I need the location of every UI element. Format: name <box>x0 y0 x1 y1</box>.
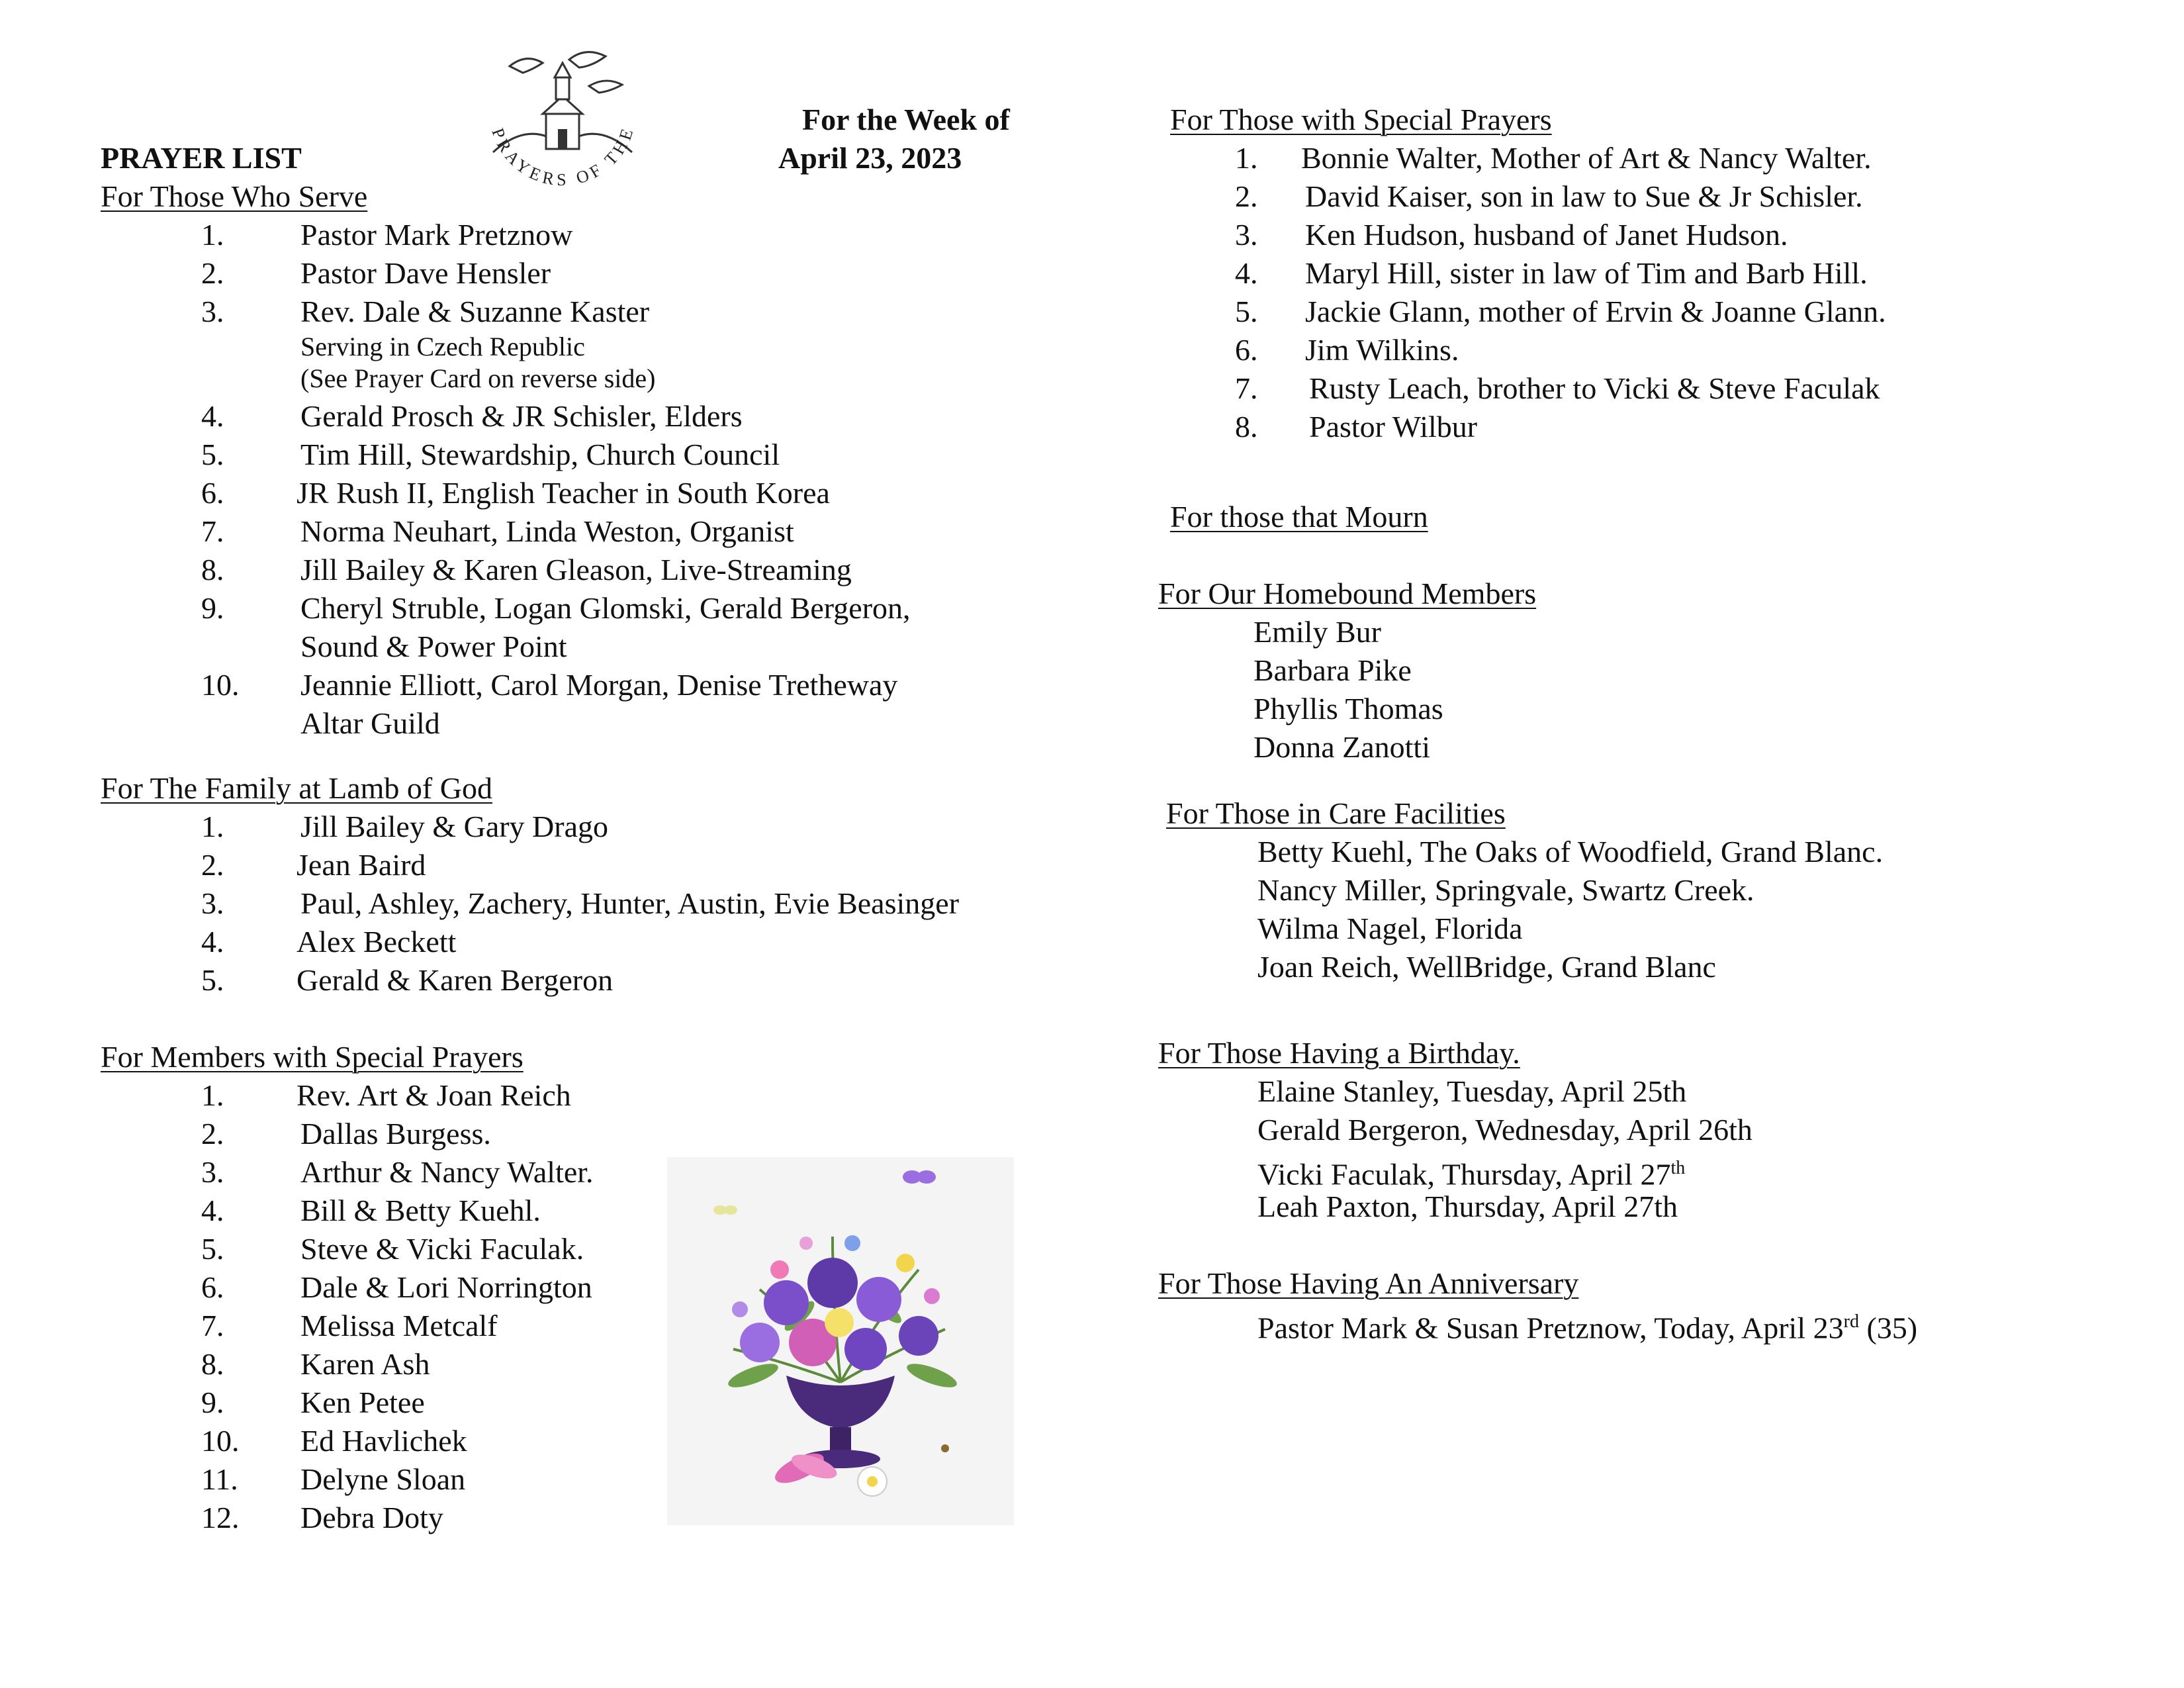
list-number: 5. <box>201 438 224 471</box>
list-item <box>201 216 1062 254</box>
list-number: 6. <box>201 476 224 510</box>
list-item <box>201 1230 664 1268</box>
list-number: 7. <box>201 514 224 548</box>
list-item <box>201 666 1062 704</box>
list-text: Delyne Sloan <box>300 1462 466 1496</box>
list-number: 7. <box>1235 371 1258 405</box>
list-item <box>201 1153 664 1192</box>
list-number: 5. <box>201 963 224 997</box>
list-text: Paul, Ashley, Zachery, Hunter, Austin, Evie Beasinger <box>300 886 960 920</box>
birthday-list <box>1257 1072 2118 1226</box>
list-item: Gerald Bergeron, Wednesday, April 26th <box>1257 1113 1752 1147</box>
list-continuation <box>201 704 1062 743</box>
list-item <box>201 1307 664 1345</box>
list-text: Rev. Dale & Suzanne Kaster <box>300 295 650 328</box>
list-text: Ken Petee <box>300 1385 425 1419</box>
list-text: Jill Bailey & Karen Gleason, Live-Streaming <box>300 553 852 586</box>
family-list <box>201 808 1062 1000</box>
list-number: 4. <box>201 925 224 959</box>
list-item <box>201 808 1062 846</box>
section-heading-mourn: For those that Mourn <box>1170 500 1428 534</box>
list-text: JR Rush II, English Teacher in South Korea <box>296 476 830 510</box>
special-list <box>1235 139 2095 446</box>
list-text: Ken Hudson, husband of Janet Hudson. <box>1305 218 1788 252</box>
list-item <box>1235 293 2095 331</box>
list-item <box>201 1460 664 1499</box>
list-item <box>201 1076 664 1115</box>
list-text: Jeannie Elliott, Carol Morgan, Denise Tretheway <box>300 668 898 702</box>
section-heading-special: For Those with Special Prayers <box>1170 103 1552 136</box>
list-item <box>201 1383 664 1422</box>
list-number: 3. <box>1235 218 1258 252</box>
list-item: Donna Zanotti <box>1253 730 1430 764</box>
list-item <box>201 474 1062 512</box>
prayers-of-the-church-logo <box>463 40 662 199</box>
list-continuation <box>201 628 1062 666</box>
list-text: Karen Ash <box>300 1347 430 1381</box>
serve-list <box>201 216 1062 743</box>
list-number: 7. <box>201 1309 224 1342</box>
list-text-tail: (35) <box>1858 1311 1918 1345</box>
list-item <box>1235 139 2095 177</box>
list-item <box>201 1499 664 1537</box>
list-text: David Kaiser, son in law to Sue & Jr Schisler. <box>1305 179 1863 213</box>
list-number: 1. <box>201 1078 224 1112</box>
list-number: 3. <box>201 886 224 920</box>
list-item <box>201 884 1062 923</box>
list-subline <box>201 363 1062 397</box>
list-item <box>1235 331 2095 369</box>
list-text: Ed Havlichek <box>300 1424 467 1458</box>
list-item: Leah Paxton, Thursday, April 27th <box>1257 1190 1678 1223</box>
list-subline <box>201 331 1062 363</box>
list-item: Wilma Nagel, Florida <box>1257 912 1523 945</box>
list-item <box>201 961 1062 1000</box>
list-text: Pastor Wilbur <box>1309 410 1478 444</box>
list-item: Betty Kuehl, The Oaks of Woodfield, Grand Blanc. <box>1257 835 1884 868</box>
list-item <box>201 293 1062 331</box>
list-text: Sound & Power Point <box>300 630 567 663</box>
list-number: 12. <box>201 1501 240 1534</box>
list-item <box>1235 408 2095 446</box>
list-text: Dale & Lori Norrington <box>300 1270 592 1304</box>
svg-text:PRAYERS OF THE CHURCH: PRAYERS OF THE <box>488 122 638 190</box>
list-text: Jill Bailey & Gary Drago <box>300 810 609 843</box>
list-item <box>1235 177 2095 216</box>
ordinal-suffix: th <box>1670 1158 1686 1178</box>
list-item <box>201 1268 664 1307</box>
list-item <box>1257 1303 1917 1347</box>
list-text: Jackie Glann, mother of Ervin & Joanne Glann. <box>1305 295 1886 328</box>
list-item <box>201 1345 664 1383</box>
list-number: 1. <box>201 810 224 843</box>
list-item <box>1235 254 2095 293</box>
list-text: Gerald Prosch & JR Schisler, Elders <box>300 399 743 433</box>
list-text: Melissa Metcalf <box>300 1309 498 1342</box>
list-text: Debra Doty <box>300 1501 443 1534</box>
list-text: Jim Wilkins. <box>1305 333 1459 367</box>
list-text: Vicki Faculak, Thursday, April 27 <box>1257 1157 1671 1192</box>
list-number: 4. <box>1235 256 1258 290</box>
section-heading-homebound: For Our Homebound Members <box>1158 577 1537 610</box>
list-item <box>201 1115 664 1153</box>
section-heading-family: For The Family at Lamb of God <box>101 771 492 805</box>
list-text: Bonnie Walter, Mother of Art & Nancy Walter. <box>1301 141 1872 175</box>
section-heading-serve: For Those Who Serve <box>101 179 368 213</box>
section-heading-anniversary: For Those Having An Anniversary <box>1158 1266 1579 1300</box>
list-item <box>201 254 1062 293</box>
list-number: 6. <box>1235 333 1258 367</box>
list-item <box>1235 369 2095 408</box>
list-text: Norma Neuhart, Linda Weston, Organist <box>300 514 794 548</box>
list-subtext: Serving in Czech Republic <box>300 332 585 361</box>
list-number: 9. <box>201 1385 224 1419</box>
care-list <box>1257 833 2118 986</box>
list-number: 2. <box>201 256 224 290</box>
list-item: Joan Reich, WellBridge, Grand Blanc <box>1257 950 1716 984</box>
list-item: Elaine Stanley, Tuesday, April 25th <box>1257 1074 1687 1108</box>
list-item <box>201 1192 664 1230</box>
list-text: Pastor Mark Pretznow <box>300 218 573 252</box>
week-date: April 23, 2023 <box>778 141 962 175</box>
section-heading-birthday: For Those Having a Birthday. <box>1158 1036 1520 1070</box>
list-item <box>201 512 1062 551</box>
list-text: Rev. Art & Joan Reich <box>296 1078 571 1112</box>
ordinal-suffix: rd <box>1843 1311 1859 1332</box>
list-item: Barbara Pike <box>1253 653 1412 687</box>
list-text: Jean Baird <box>296 848 426 882</box>
list-number: 8. <box>201 553 224 586</box>
list-number: 1. <box>1235 141 1258 175</box>
list-number: 5. <box>1235 295 1258 328</box>
members-list <box>201 1076 664 1537</box>
list-text: Alex Beckett <box>296 925 457 959</box>
homebound-list <box>1253 613 1783 767</box>
list-number: 2. <box>201 1117 224 1150</box>
list-text: Gerald & Karen Bergeron <box>296 963 614 997</box>
list-text: Arthur & Nancy Walter. <box>300 1155 594 1189</box>
list-item <box>201 846 1062 884</box>
section-heading-members: For Members with Special Prayers <box>101 1040 523 1074</box>
list-item <box>1235 216 2095 254</box>
list-item <box>201 551 1062 589</box>
list-number: 8. <box>201 1347 224 1381</box>
list-text: Altar Guild <box>300 706 440 740</box>
list-number: 8. <box>1235 410 1258 444</box>
list-item <box>1257 1149 2118 1192</box>
list-text: Maryl Hill, sister in law of Tim and Barb Hill. <box>1305 256 1868 290</box>
list-number: 2. <box>201 848 224 882</box>
list-subtext: (See Prayer Card on reverse side) <box>300 363 656 393</box>
list-number: 5. <box>201 1232 224 1266</box>
list-item <box>201 1422 664 1460</box>
flower-bouquet-image <box>667 1157 1014 1525</box>
section-heading-care: For Those in Care Facilities <box>1166 796 1506 830</box>
list-number: 6. <box>201 1270 224 1304</box>
list-item <box>201 589 1062 628</box>
page-title: PRAYER LIST <box>101 141 302 175</box>
list-number: 3. <box>201 295 224 328</box>
list-number: 11. <box>201 1462 238 1496</box>
list-number: 4. <box>201 399 224 433</box>
list-item: Phyllis Thomas <box>1253 692 1443 726</box>
list-text: Cheryl Struble, Logan Glomski, Gerald Bergeron, <box>300 591 911 625</box>
list-text: Rusty Leach, brother to Vicki & Steve Faculak <box>1309 371 1880 405</box>
list-item: Nancy Miller, Springvale, Swartz Creek. <box>1257 873 1754 907</box>
list-item <box>201 436 1062 474</box>
list-number: 2. <box>1235 179 1258 213</box>
list-item: Emily Bur <box>1253 615 1381 649</box>
list-number: 4. <box>201 1194 224 1227</box>
list-item <box>201 923 1062 961</box>
list-number: 9. <box>201 591 224 625</box>
week-label: For the Week of <box>802 103 1010 136</box>
list-text: Pastor Dave Hensler <box>300 256 551 290</box>
list-number: 1. <box>201 218 224 252</box>
list-number: 3. <box>201 1155 224 1189</box>
list-text: Tim Hill, Stewardship, Church Council <box>300 438 780 471</box>
list-number: 10. <box>201 668 240 702</box>
list-text: Dallas Burgess. <box>300 1117 491 1150</box>
list-item <box>201 397 1062 436</box>
list-text: Bill & Betty Kuehl. <box>300 1194 541 1227</box>
list-text: Steve & Vicki Faculak. <box>300 1232 584 1266</box>
list-number: 10. <box>201 1424 240 1458</box>
list-text: Pastor Mark & Susan Pretznow, Today, April 23 <box>1257 1311 1844 1345</box>
